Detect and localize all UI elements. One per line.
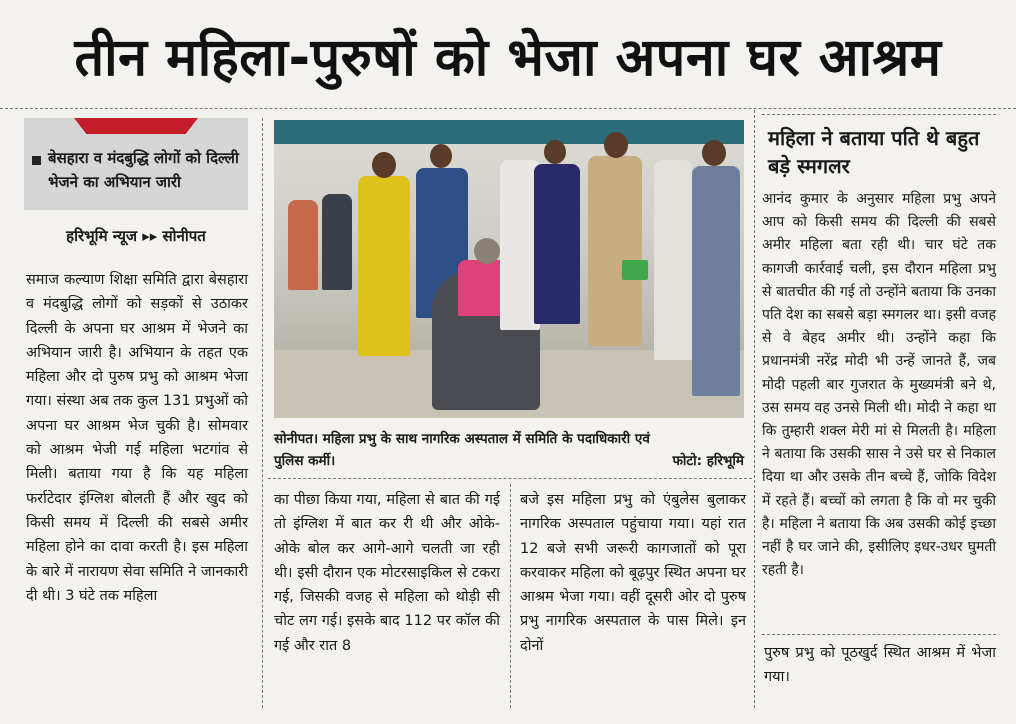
photo-person [358,176,410,356]
photo-head [372,152,396,178]
rule-col1 [262,118,263,708]
photo-person [534,164,580,324]
headline: तीन महिला-पुरुषों को भेजा अपना घर आश्रम [74,28,942,88]
caption-line-1: सोनीपत। महिला प्रभु के साथ नागरिक अस्पताल में समिति के पदाधिकारी एवं [274,431,650,447]
rule-side-bottom [762,634,996,635]
rule-top [0,108,1016,109]
photo-wall-band [274,120,744,144]
rule-col3 [754,110,755,708]
photo-person [588,156,642,346]
photo-head [604,132,628,158]
photo-person [288,200,318,290]
caption-line-2: पुलिस कर्मी। [274,453,336,469]
kicker-red-bar [74,118,198,134]
body-column-1: समाज कल्याण शिक्षा समिति द्वारा बेसहारा व मंदबुद्धि लोगों को सड़कों से उठाकर दिल्ली के अपना घर आश्रम में भेजने का अभियान जारी है। अभियान के तहत एक महिला और दो पुरुष प्रभु को आश्रम भेजा गया। संस्था अब तक कुल 131 प्रभुओं को अपना घर आश्रम भेज चुकी है। सोमवार को आश्रम भेजी गई महिला भटगांव से मिली। बताया गया है कि यह महिला फर्राटेदार इंग्लिश बोलती हैं और खुद को किसी समय में दिल्ली की सबसे अमीर महिला होने का दावा करती है। इस महिला के बारे में नारायण सेवा समिति ने जानकारी दी थी। 3 घंटे तक महिला [26,272,248,604]
square-bullet-icon [32,156,41,165]
body-column-3: बजे इस महिला प्रभु को एंबुलेस बुलाकर नागरिक अस्पताल पहुंचाया गया। यहां रात 12 बजे सभी जरूरी कागजातों को पूरा करवाकर महिला को बूढ़पुर स्थित अपना घर आश्रम भेजा गया। वहीं दूसरी ओर दो पुरुष प्रभु नागरिक अस्पताल के पास मिले। इन दोनों [520,492,746,654]
rule-col2 [510,484,511,708]
news-photo [274,120,744,418]
byline: हरिभूमि न्यूज ▸▸ सोनीपत [66,227,206,245]
photo-person [654,160,692,360]
photo-head [544,140,566,164]
body-column-2: का पीछा किया गया, महिला से बात की गई तो इंग्लिश में बात कर री थी और ओके-ओके बोल कर आगे-आगे चलती जा रही थी। इसी दौरान एक मोटरसाइकिल से टकरा गई, जिसकी वजह से महिला को थोड़ी सी चोट लग गई। इसके बाद 112 पर कॉल की गई और रात 8 [274,492,500,654]
photo-head [430,144,452,168]
sidebar-heading: महिला ने बताया पति थे बहुत बड़े स्मगलर [768,126,980,178]
kicker-box [24,118,248,210]
photo-head [702,140,726,166]
kicker-text: बेसहारा व मंदबुद्धि लोगों को दिल्ली भेजने का अभियान जारी [48,149,239,191]
rule-photo-bottom [268,478,752,479]
photo-credit: फोटो: हरिभूमि [672,453,744,469]
photo-person [692,166,740,396]
photo-caption [274,428,744,472]
photo-head [474,238,500,264]
sidebar-text: आनंद कुमार के अनुसार महिला प्रभु अपने आप को किसी समय की दिल्ली की सबसे अमीर महिला बता रही थी। चार घंटे तक कागजी कार्रवाई चली, इस दौरान महिला प्रभु से बातचीत की गई तो उन्होंने बताया कि उनका पति देश का सबसे बड़ा स्मगलर था। इसी वजह से वे बेहद अमीर थी। उन्होंने कहा कि प्रधानमंत्री नरेंद्र मोदी भी उन्हें जानते हैं, जब मोदी पहली बार गुजरात के मुख्यमंत्री बने थे, उस समय वह उनसे मिली थी। मोदी ने कहा था कि तुम्हारी शक्ल मेरी मां से मिलती है। महिला ने बताया कि उसकी सास ने उसे घर से निकाल दिया था और उसके तीन बच्चे हैं, जोकि विदेश में रहते हैं। बच्चों को लगता है कि वो मर चुकी है। महिला ने बताया कि अब उसकी कोई इच्छा नहीं है घर जाने की, इसीलिए इधर-उधर घुमती रहती है। [762,191,996,579]
rule-side-top [762,114,996,115]
photo-file [622,260,648,280]
body-column-4-end: पुरुष प्रभु को पूठखुर्द स्थित आश्रम में भेजा गया। [764,645,996,686]
photo-person [322,194,352,290]
